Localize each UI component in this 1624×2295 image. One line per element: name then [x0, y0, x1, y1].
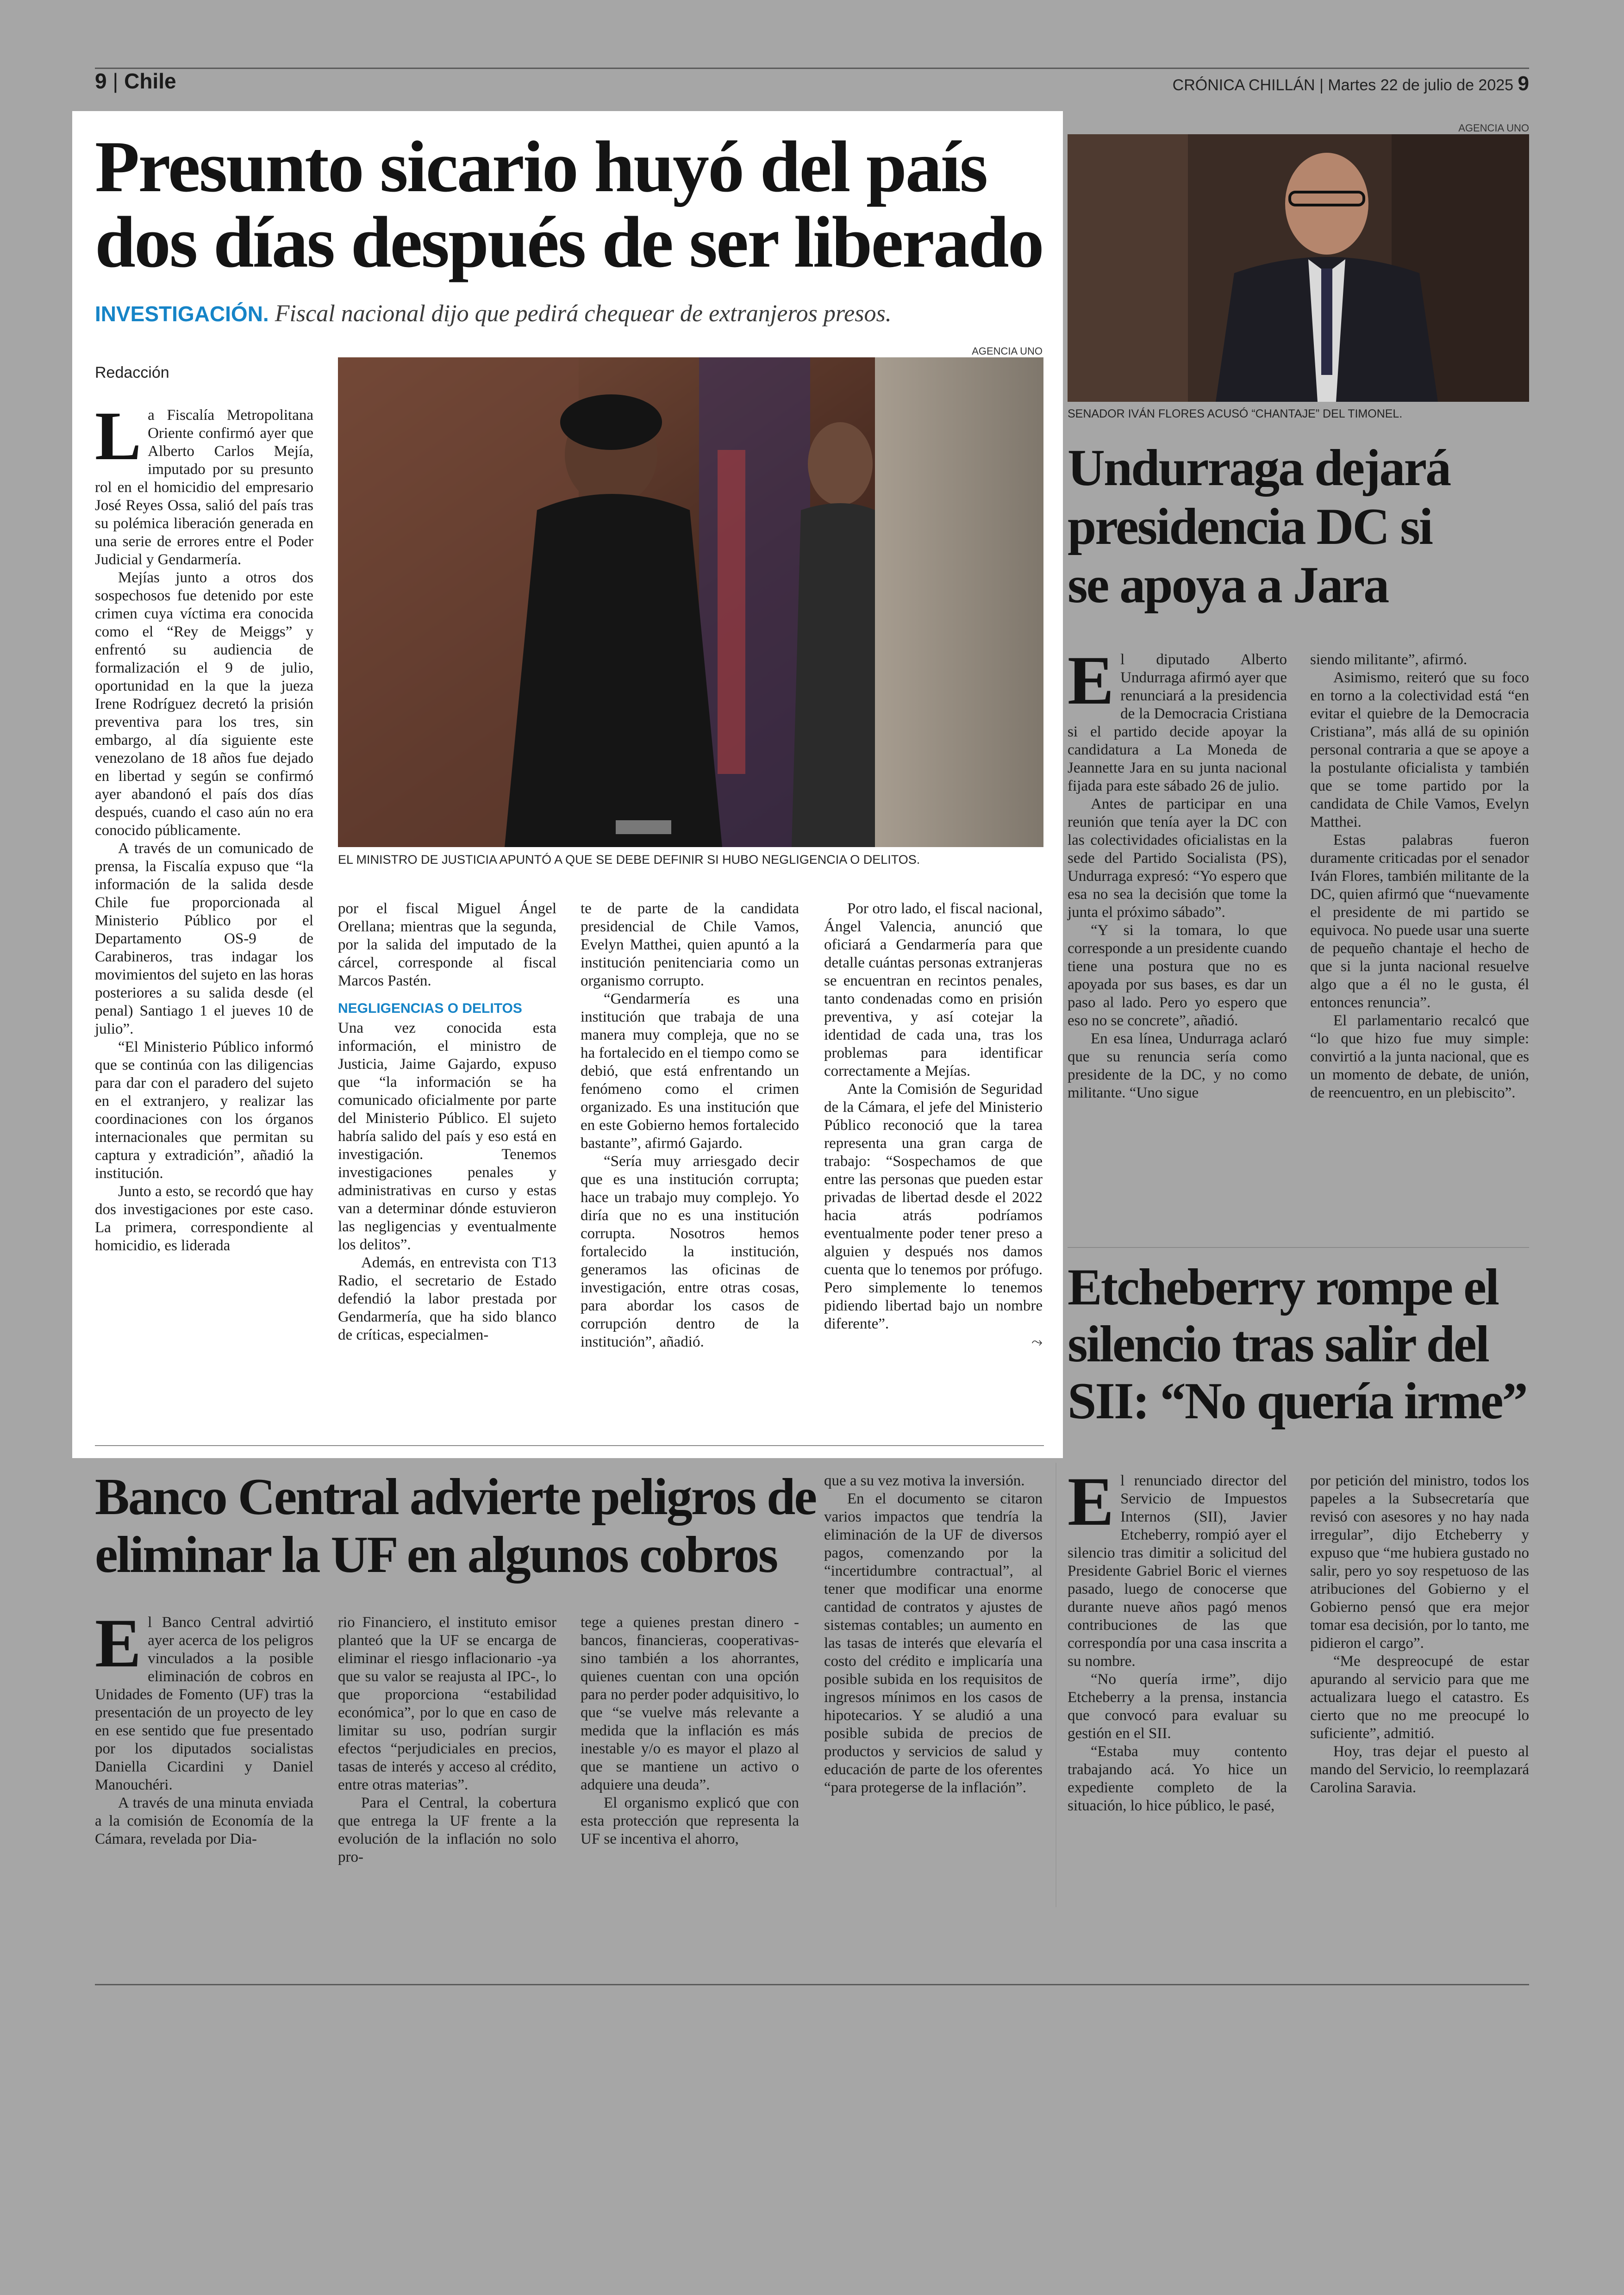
- paragraph: a Fiscalía Metropolitana Oriente confirmó ayer que Alberto Carlos Mejía, imputado por su presunto rol en el homicidio del empresario José Reyes Ossa, salió del país tras su polémica liberación generada en una serie de errores entre el Poder Judicial y Gendarmería.: [95, 407, 313, 568]
- paragraph: Además, en entrevista con T13 Radio, el secretario de Estado defendió la labor prestada por Gendarmería, que ha sido blanco de críticas, especialmen-: [338, 1254, 556, 1343]
- main-headline-line1: Presunto sicario huyó del país: [95, 126, 987, 207]
- undurraga-headline-line3: se apoya a Jara: [1068, 556, 1388, 614]
- paragraph: Estas palabras fueron duramente criticadas por el senador Iván Flores, también militante de la DC, quien afirmó que “nuevamente el presidente de mi partido se equivoca. No puede usar una suerte de pequeño chantaje el hecho de que si la junta nacional resuelve algo que a él no le gusta, él entonces renuncia”.: [1310, 832, 1529, 1011]
- main-photo: [338, 357, 1043, 847]
- paragraph: Mejías junto a otros dos sospechosos fue detenido por este crimen cuya víctima era conocida como el “Rey de Meiggs” y enfrentó su audiencia de formalización el 9 de julio, oportunidad en la que la jueza Irene Rodríguez decretó la prisión preventiva para los tres, sin embargo, al día siguiente este venezolano de 18 años fue dejado en libertad y según se confirmó ayer abandonó el país dos días después, cuando el caso aún no era conocido públicamente.: [95, 569, 313, 839]
- undurraga-col-2: [1310, 651, 1529, 1102]
- right-divider: [1068, 1247, 1529, 1248]
- paragraph: l renunciado director del Servicio de Impuestos Internos (SII), Javier Etcheberry, rompió ayer el silencio tras dimitir a solicitud del Presidente Gabriel Boric el viernes pasado, luego de conocerse que durante nueve años pagó menos contribuciones de las que correspondía por una casa inscrita a su nombre.: [1068, 1472, 1287, 1670]
- etcheberry-headline-line3: SII: “No quería irme”: [1068, 1372, 1527, 1430]
- publication-name: CRÓNICA CHILLÁN: [1172, 76, 1315, 94]
- top-rule: [95, 68, 1529, 69]
- main-dek: [95, 300, 1058, 327]
- paragraph: “Y si la tomara, lo que corresponde a un presidente cuando tiene una postura que no es apoyada por sus bases, es dar un paso al lado. Pero yo espero que eso no se concrete”, añadió.: [1068, 922, 1287, 1029]
- main-headline: [95, 126, 1058, 283]
- paragraph: l diputado Alberto Undurraga afirmó ayer que renunciará a la presidencia de la Democracia Cristiana si el partido decide apoyar la candidatura a La Moneda de Jeannette Jara en su junta nacional fijada para este sábado 26 de julio.: [1068, 651, 1287, 794]
- paragraph: En esa línea, Undurraga aclaró que su renuncia sería como presidente de la DC, y no como militante. “Uno sigue: [1068, 1030, 1287, 1101]
- etcheberry-headline-line2: silencio tras salir del: [1068, 1316, 1488, 1373]
- banco-col-4: [824, 1472, 1043, 1797]
- page-number-right: 9: [1518, 72, 1529, 95]
- etcheberry-col-1: [1068, 1463, 1287, 1815]
- end-of-article-icon: ⤳: [1031, 1334, 1043, 1350]
- paragraph: te de parte de la candidata presidencial de Chile Vamos, Evelyn Matthei, quien apuntó a la institución penitenciaria como un organismo corrupto.: [581, 900, 799, 989]
- banco-headline-line2: eliminar la UF en algunos cobros: [95, 1526, 777, 1584]
- main-col-2: [338, 900, 556, 1344]
- main-col-4: [824, 900, 1043, 1351]
- main-photo-caption: EL MINISTRO DE JUSTICIA APUNTÓ A QUE SE DEBE DEFINIR SI HUBO NEGLIGENCIA O DELITOS.: [338, 853, 920, 867]
- senator-photo-graphic: [1068, 134, 1529, 402]
- dropcap: E: [95, 1605, 142, 1682]
- kicker-label: INVESTIGACIÓN.: [95, 302, 269, 326]
- paragraph: por el fiscal Miguel Ángel Orellana; mientras que la segunda, por la salida del imputado de la cárcel, corresponde al fiscal Marcos Pastén.: [338, 900, 556, 989]
- main-photo-credit: AGENCIA UNO: [972, 345, 1043, 357]
- paragraph: Para el Central, la cobertura que entrega la UF frente a la evolución de la inflación no solo pro-: [338, 1795, 556, 1865]
- etcheberry-headline-line1: Etcheberry rompe el: [1068, 1259, 1498, 1316]
- paragraph: A través de una minuta enviada a la comisión de Economía de la Cámara, revelada por Dia-: [95, 1795, 313, 1847]
- paragraph: Una vez conocida esta información, el ministro de Justicia, Jaime Gajardo, expuso que “la información se ha comunicado oficialmente por parte del Ministerio Público. El sujeto habría salido del país y eso está en investigación. Tenemos investigaciones penales y administrativas en curso y estas van a determinar dónde estuvieron las negligencias y eventualmente los delitos”.: [338, 1020, 556, 1253]
- dropcap: E: [1068, 642, 1114, 719]
- issue-date: Martes 22 de julio de 2025: [1328, 76, 1514, 94]
- main-headline-line2: dos días después de ser liberado: [95, 201, 1043, 283]
- header-left: 9 | Chile: [95, 69, 176, 93]
- undurraga-headline-line2: presidencia DC si: [1068, 498, 1432, 555]
- undurraga-col-1: [1068, 642, 1287, 1102]
- main-col-1: [95, 398, 314, 1255]
- banco-col-1: [95, 1605, 313, 1848]
- undurraga-headline: [1068, 439, 1529, 615]
- paragraph: Antes de participar en una reunión que tenía ayer la DC con las colectividades oficialistas en la sede del Partido Socialista (PS), Undurraga expresó: “Yo espero que esa no sea la decisión que tome la junta el próximo sábado”.: [1068, 796, 1287, 921]
- paragraph: “El Ministerio Público informó que se continúa con las diligencias para dar con el paradero del sujeto en el extranjero, y realizar las coordinaciones con los órganos internacionales que permitan su captura y extradición”, añadió la institución.: [95, 1039, 313, 1182]
- dek-text: Fiscal nacional dijo que pedirá chequear de extranjeros presos.: [275, 300, 892, 327]
- banco-col-2: [338, 1614, 556, 1866]
- banco-headline: [95, 1468, 817, 1584]
- banco-headline-line1: Banco Central advierte peligros de: [95, 1468, 816, 1526]
- dropcap: E: [1068, 1463, 1114, 1540]
- main-col-3: [581, 900, 799, 1351]
- bottom-rule: [95, 1984, 1529, 1985]
- page-number-left: 9: [95, 69, 107, 93]
- etcheberry-col-2: [1310, 1472, 1529, 1797]
- paragraph: Junto a esto, se recordó que hay dos investigaciones por este caso. La primera, correspondiente al homicidio, es liderada: [95, 1183, 313, 1254]
- dropcap: L: [95, 398, 142, 474]
- paragraph: “Estaba muy contento trabajando acá. Yo hice un expediente completo de la situación, lo hice público, le pasé,: [1068, 1743, 1287, 1814]
- paragraph: A través de un comunicado de prensa, la Fiscalía expuso que “la información de la salida desde Chile fue proporcionada al Ministerio Público por el Departamento OS-9 de Carabineros, tras indagar los movimientos del sujeto en las horas posteriores a su salida desde (el penal) Santiago 1 el jueves 10 de julio”.: [95, 840, 314, 1037]
- etcheberry-headline: [1068, 1259, 1529, 1430]
- side-photo: [1068, 134, 1529, 402]
- paragraph: “Sería muy arriesgado decir que es una institución corrupta; hace un trabajo muy complejo. Yo diría que no es una institución corrupta. Nosotros hemos fortalecido la institución, generamos las oficinas de investigación, entre otras cosas, para abordar los casos de corrupción dentro de la institución”, añadió.: [581, 1153, 799, 1350]
- section-label: Chile: [124, 69, 176, 93]
- paragraph: El parlamentario recalcó que “lo que hizo fue muy simple: convirtió a la junta nacional, que es un momento de debate, de unión, de reencuentro, en un plebiscito”.: [1310, 1012, 1529, 1101]
- paragraph: Asimismo, reiteró que su foco en torno a la colectividad está “en evitar el quiebre de la Democracia Cristiana”, más allá de su opinión personal contraria a que se apoye a la postulante oficialista y también que se tome partido por la candidata de Chile Vamos, Evelyn Matthei.: [1310, 669, 1529, 830]
- paragraph: “No quería irme”, dijo Etcheberry a la prensa, instancia que convocó para evaluar su gestión en el SII.: [1068, 1671, 1287, 1742]
- paragraph: l Banco Central advirtió ayer acerca de los peligros vinculados a la posible eliminación de cobros en Unidades de Fomento (UF) tras la presentación de un proyecto de ley en ese sentido que fue presentado por los diputados socialistas Daniella Cicardini y Daniel Manouchéri.: [95, 1614, 313, 1793]
- paragraph: rio Financiero, el instituto emisor planteó que la UF se encarga de eliminar el riesgo inflacionario -ya que su valor se reajusta al IPC-, lo que proporciona “estabilidad económica”, por lo que en caso de limitar su uso, podrían surgir efectos “perjudiciales en precios, tasas de interés y acceso al crédito, entre otras materias”.: [338, 1614, 556, 1793]
- paragraph: “Me despreocupé de estar apurando al servicio para que me actualizara luego el catastro. Es cierto que no me preocupé lo suficiente”, admitió.: [1310, 1653, 1529, 1742]
- paragraph: Hoy, tras dejar el puesto al mando del Servicio, lo reemplazará Carolina Saravia.: [1310, 1743, 1529, 1796]
- paragraph: tege a quienes prestan dinero -bancos, financieras, cooperativas- sino también a los ahorrantes, quienes cuentan con una opción para no perder poder adquisitivo, lo que “se vuelve más relevante a medida que la inflación es más inestable y/o es mayor el plazo al que se mantiene un activo o adquiere una deuda”.: [581, 1614, 799, 1793]
- court-photo-graphic: [338, 357, 1043, 847]
- paragraph: “Gendarmería es una institución que trabaja de una manera muy compleja, que no se ha fortalecido en el tiempo como se debió, que está enfrentando un fenómeno como el crimen organizado. Es una institución que en este Gobierno hemos fortalecido bastante”, afirmó Gajardo.: [581, 991, 799, 1152]
- subhead: NEGLIGENCIAS O DELITOS: [338, 1001, 522, 1016]
- paragraph: El organismo explicó que con esta protección que representa la UF se incentiva el ahorro,: [581, 1795, 799, 1847]
- byline: Redacción: [95, 364, 169, 381]
- paragraph: Por otro lado, el fiscal nacional, Ángel Valencia, anunció que oficiará a Gendarmería para que detalle cuántas personas extranjeras se encuentran en recintos penales, tanto condenadas como en prisión preventiva, y así cotejar la identidad de cada una, tras los problemas para identificar correctamente a Mejías.: [824, 900, 1043, 1079]
- paragraph: En el documento se citaron varios impactos que tendría la eliminación de la UF de diversos pagos, comenzando por la “incertidumbre contractual”, al tener que modificar una enorme cantidad de contratos y ajustes de sistemas contables; un aumento en las tasas de interés que elevaría el costo del crédito e implicaría una posible subida en los requisitos de ingresos mínimos en los casos de hipotecarios. Y se aludió a una posible subida de precios de productos y servicios de salud y educación de parte de los oferentes “para protegerse de la inflación”.: [824, 1491, 1043, 1796]
- side-photo-caption: SENADOR IVÁN FLORES ACUSÓ “CHANTAJE” DEL TIMONEL.: [1068, 407, 1403, 420]
- side-photo-credit: AGENCIA UNO: [1458, 122, 1529, 134]
- paragraph: Ante la Comisión de Seguridad de la Cámara, el jefe del Ministerio Público reconoció que la tarea representa una gran carga de trabajo: “Sospechamos de que entre las personas que pueden estar privadas de libertad desde el 2022 hacia atrás podríamos eventualmente poder tener preso a alguien y después nos damos cuenta que lo tenemos por prófugo. Pero simplemente lo tenemos pidiendo libertad bajo un nombre diferente”.: [824, 1081, 1043, 1332]
- paragraph: por petición del ministro, todos los papeles a la Subsecretaría que revisó con asesores y no hay nada irregular”, dijo Etcheberry y expuso que “me hubiera gustado no salir, pero yo soy respetuoso de las atribuciones del Gobierno y el Gobierno pensó que era mejor tomar esa decisión, por lo tanto, me pidieron el cargo”.: [1310, 1472, 1529, 1652]
- main-bottom-rule: [95, 1445, 1044, 1446]
- paragraph: siendo militante”, afirmó.: [1310, 651, 1468, 668]
- paragraph: que a su vez motiva la inversión.: [824, 1472, 1025, 1489]
- undurraga-headline-line1: Undurraga dejará: [1068, 439, 1450, 497]
- banco-col-3: [581, 1614, 799, 1848]
- header-right: CRÓNICA CHILLÁN | Martes 22 de julio de 2025 9: [1172, 72, 1529, 95]
